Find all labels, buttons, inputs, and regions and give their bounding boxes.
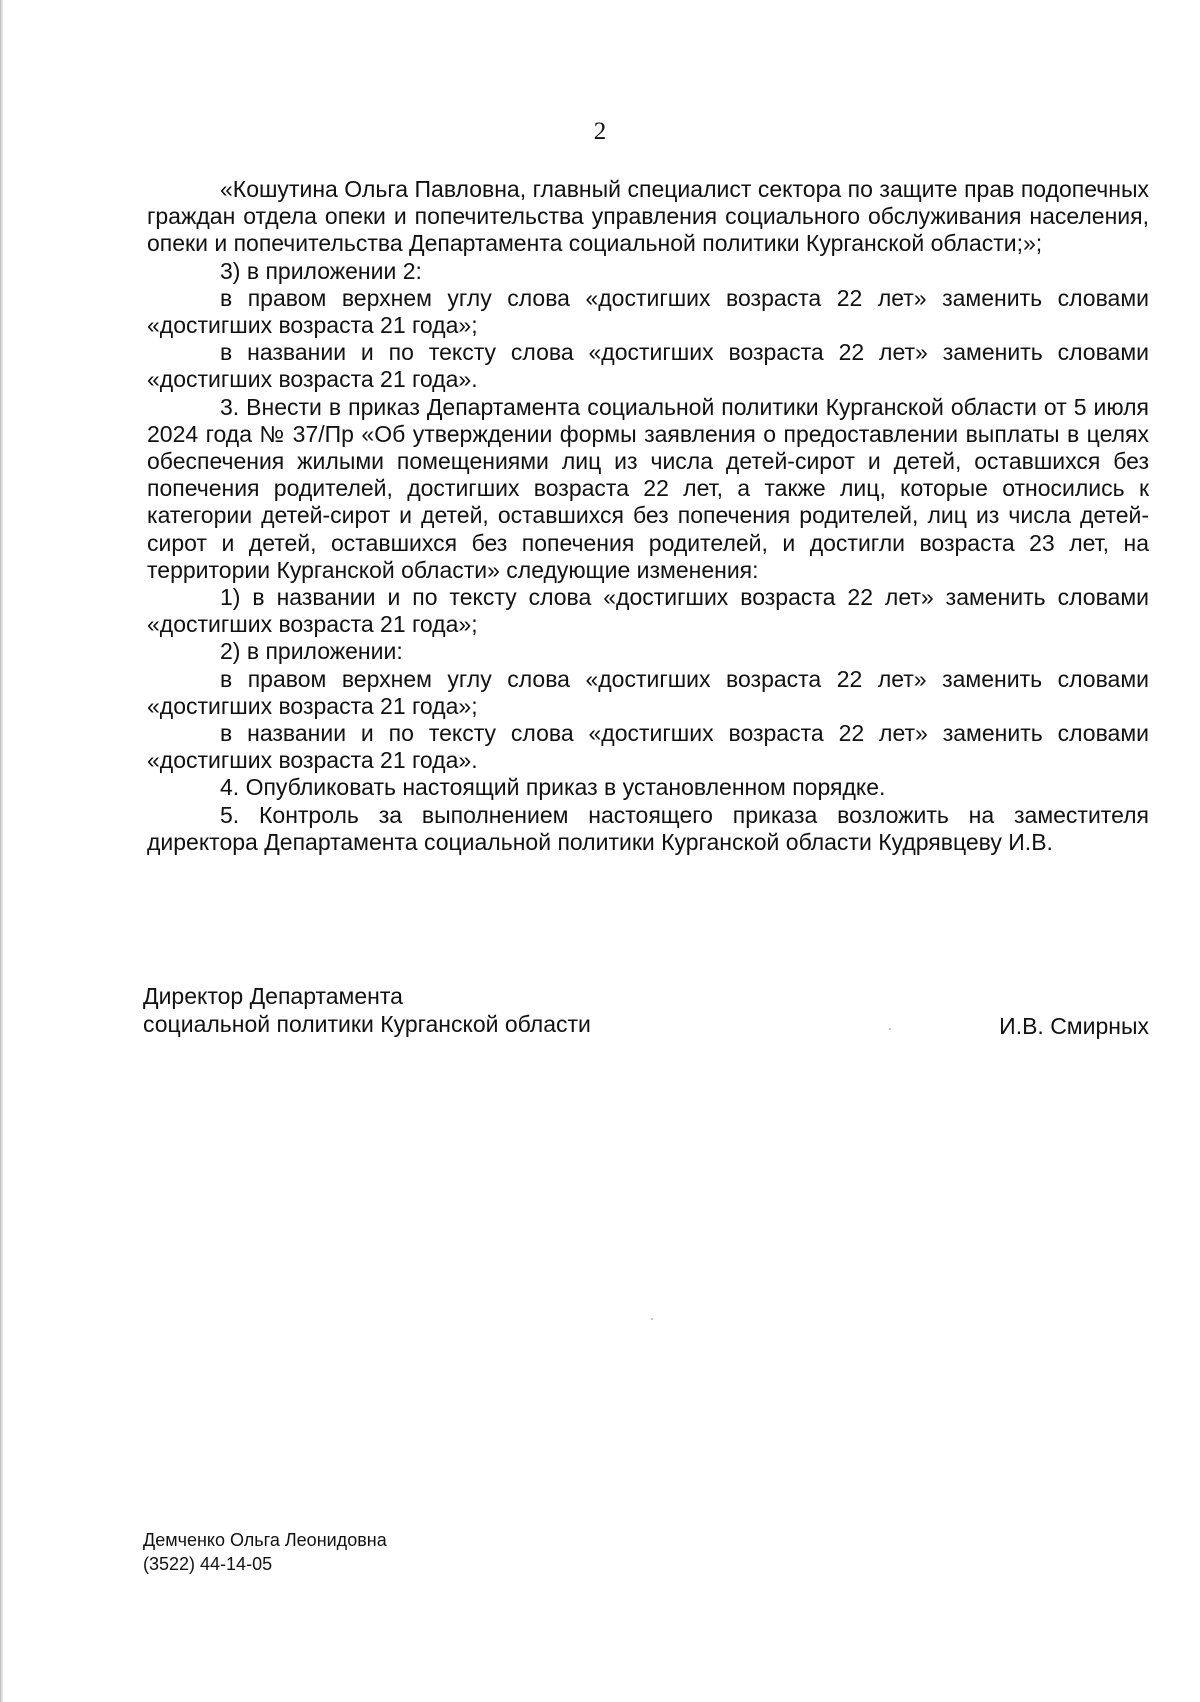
- paragraph-point-4-publish: 4. Опубликовать настоящий приказ в установленном порядке.: [220, 774, 886, 801]
- scan-speck: [651, 1318, 653, 1320]
- paragraph-appendix-corner-change: в правом верхнем углу слова «достигших возраста 22 лет» заменить словами «достигших возраста 21 года»;: [147, 665, 1149, 719]
- paragraph-title-text-change: в названии и по тексту слова «достигших возраста 22 лет» заменить словами «достигших возраста 21 года».: [147, 339, 1149, 393]
- paragraph-sub-1-title-change: 1) в названии и по тексту слова «достигших возраста 22 лет» заменить словами «достигших возраста 21 года»;: [147, 584, 1149, 638]
- executor-phone: (3522) 44-14-05: [143, 1554, 273, 1574]
- paragraph-point-5-control: 5. Контроль за выполнением настоящего приказа возложить на заместителя директора Департамента социальной политики Курганской области Кудрявцеву И.В.: [147, 801, 1149, 855]
- signatory-name: И.В. Смирных: [999, 1013, 1149, 1039]
- signature-block: [143, 982, 1149, 1038]
- signatory-position: [143, 982, 1149, 1038]
- executor-block: [143, 1528, 387, 1576]
- page-number: 2: [593, 118, 607, 145]
- paragraph-sub-2-appendix: 2) в приложении:: [220, 638, 403, 665]
- signatory-position-line-1: Директор Департамента: [143, 983, 403, 1009]
- paragraph-upper-right-corner-change: в правом верхнем углу слова «достигших возраста 22 лет» заменить словами «достигших возраста 21 года»;: [147, 284, 1149, 339]
- paragraph-item-3-appendix-2: 3) в приложении 2:: [220, 257, 422, 284]
- paragraph-point-3-amend-order: 3. Внести в приказ Департамента социальной политики Курганской области от 5 июля 2024 года № 37/Пр «Об утверждении формы заявления о предоставлении выплаты в целях обеспечения жилыми помещениями лиц из числа детей-сирот и детей, оставшихся без попечения родителей, достигших возраста 22 лет, а также лиц, которые относились к категории детей-сирот и детей, оставшихся без попечения родителей, лиц из числа детей-сирот и детей, оставшихся без попечения родителей, и достигли возраста 23 лет, на территории Курганской области» следующие изменения:: [147, 393, 1149, 583]
- paragraph-appointment-entry: «Кошутина Ольга Павловна, главный специалист сектора по защите прав подопечных граждан отдела опеки и попечительства управления социального обслуживания населения, опеки и попечительства Департамента социальной политики Курганской области;»;: [147, 176, 1149, 257]
- paragraph-appendix-title-change: в названии и по тексту слова «достигших возраста 22 лет» заменить словами «достигших возраста 21 года».: [147, 720, 1149, 774]
- executor-name: Демченко Ольга Леонидовна: [143, 1530, 387, 1550]
- scan-speck: [889, 1028, 891, 1030]
- order-body: [147, 176, 1149, 856]
- scan-edge-shadow: [0, 0, 3, 1702]
- signatory-position-line-2: социальной политики Курганской области: [143, 1011, 591, 1037]
